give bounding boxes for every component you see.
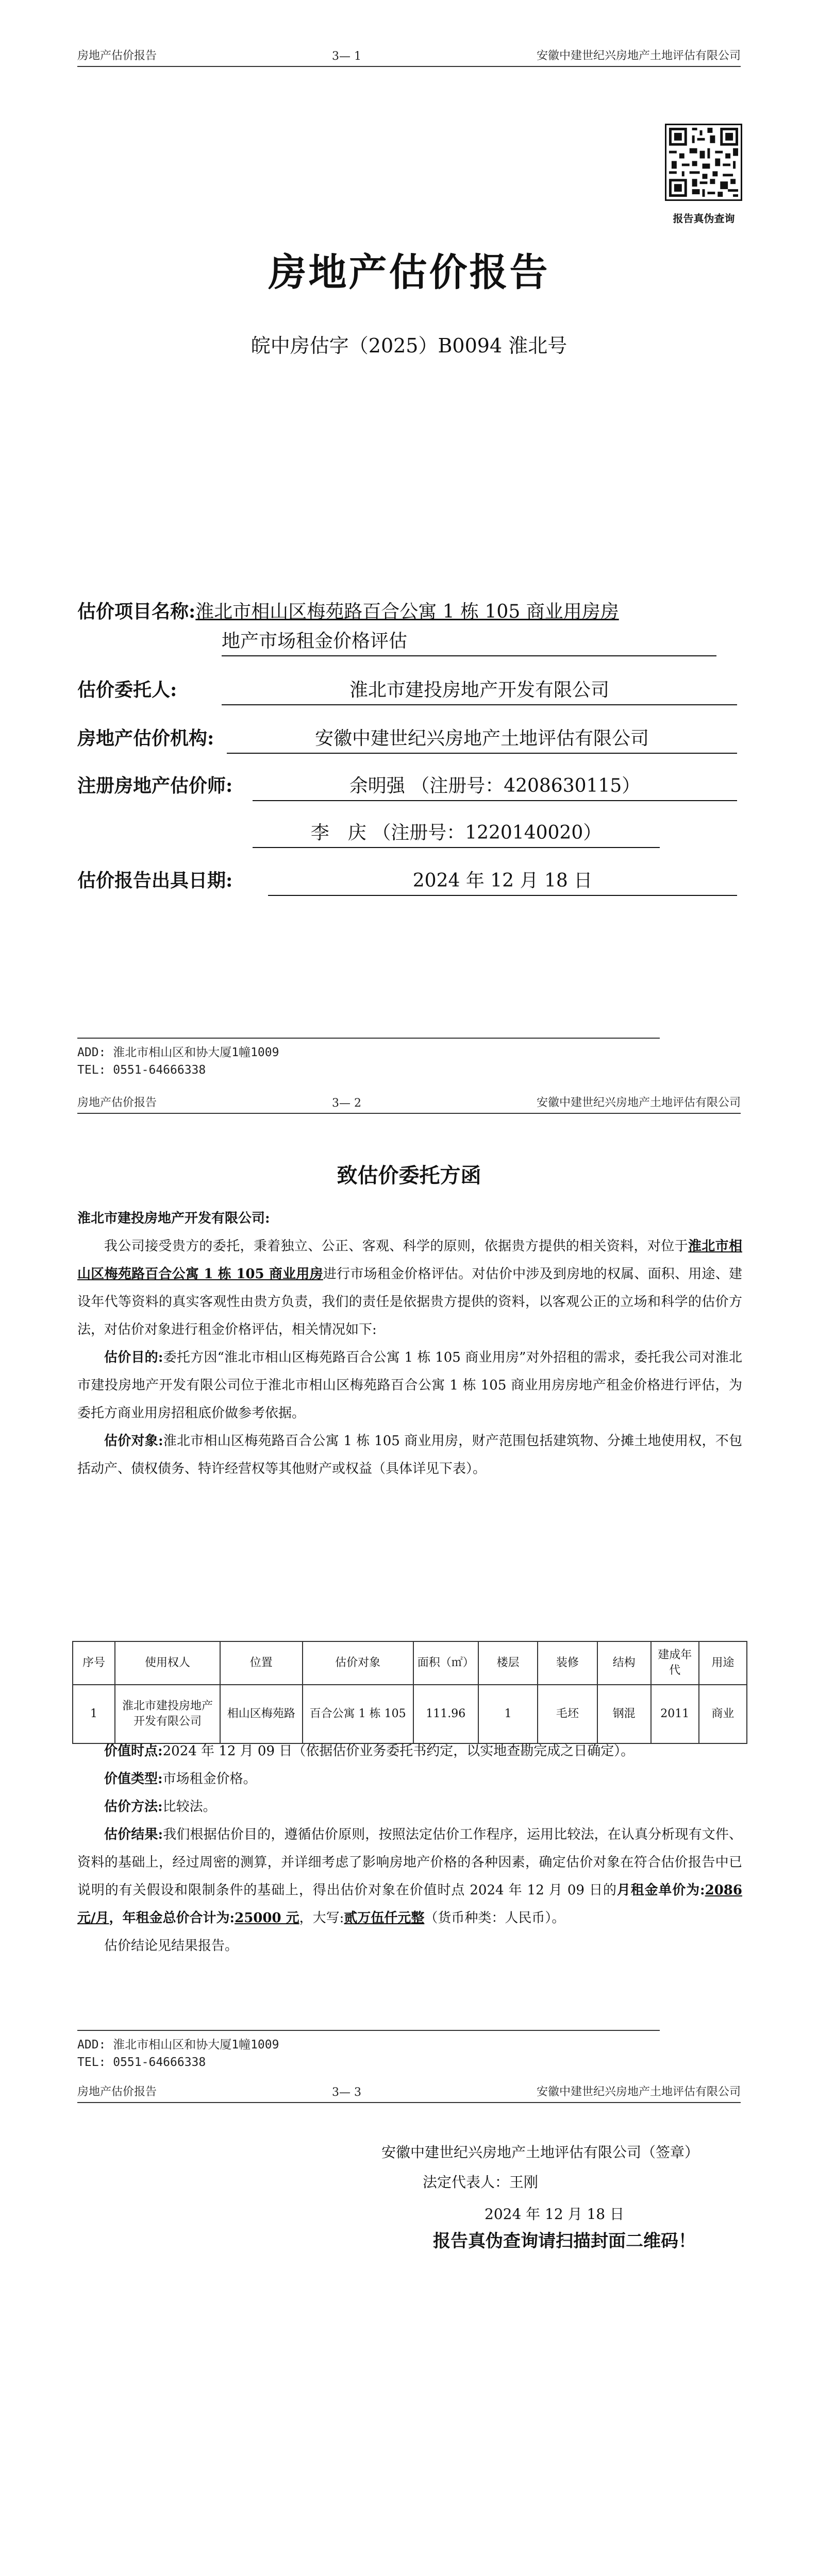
agency-row — [77, 724, 737, 754]
header-page-number: 3— 3 — [332, 2086, 361, 2099]
intro-text-1: 我公司接受贵方的委托，秉着独立、公正、客观、科学的原则，依据贵方提供的相关资料，对位于 — [104, 1239, 688, 1254]
qr-label: 报告真伪查询 — [673, 212, 735, 225]
value-date-text: 2024 年 12 月 09 日（依据估价业务委托书约定，以实地查勘完成之日确定）。 — [162, 1743, 635, 1759]
table-cell: 毛坯 — [538, 1685, 597, 1743]
page-footer — [77, 2036, 279, 2071]
col-header: 使用权人 — [115, 1641, 220, 1685]
table-cell: 相山区梅苑路 — [220, 1685, 303, 1743]
value-type-paragraph — [77, 1765, 742, 1793]
footer-address: ADD: 淮北市相山区和协大厦1幢1009 — [77, 1046, 279, 1059]
result-text-2: ，大写: — [299, 1910, 344, 1926]
intro-paragraph — [77, 1232, 742, 1344]
client-row — [77, 676, 737, 705]
header-left: 房地产估价报告 — [77, 2086, 157, 2098]
company-seal-line: 安徽中建世纪兴房地产土地评估有限公司（签章） — [381, 2144, 699, 2161]
project-value-line2: 地产市场租金价格评估 — [222, 628, 716, 656]
method-paragraph — [77, 1793, 742, 1821]
project-name-row-2 — [222, 628, 716, 656]
appraiser-row-2 — [253, 819, 660, 848]
qr-code-icon[interactable] — [665, 124, 742, 201]
page-header — [77, 1096, 741, 1114]
col-header: 结构 — [597, 1641, 651, 1685]
date-row — [77, 867, 737, 896]
appraiser-label: 注册房地产估价师: — [77, 775, 233, 796]
header-left: 房地产估价报告 — [77, 49, 157, 62]
currency: （货币种类：人民币）。 — [424, 1910, 565, 1926]
purpose-paragraph — [77, 1344, 742, 1427]
footer-tel: TEL: 0551-64666338 — [77, 1063, 206, 1077]
table-cell: 2011 — [651, 1685, 699, 1743]
appraiser-2: 李 庆 （注册号：1220140020） — [253, 819, 660, 848]
agency-label: 房地产估价机构: — [77, 727, 214, 749]
method-text: 比较法。 — [162, 1799, 216, 1815]
letter-title: 致估价委托方函 — [337, 1163, 481, 1188]
col-header: 位置 — [220, 1641, 303, 1685]
footer-address: ADD: 淮北市相山区和协大厦1幢1009 — [77, 2038, 279, 2052]
table-cell: 111.96 — [413, 1685, 478, 1743]
client-value: 淮北市建投房地产开发有限公司 — [222, 676, 737, 705]
report-number: 皖中房估字（2025）B0094 淮北号 — [251, 334, 567, 357]
table-cell: 百合公寓 1 栋 105 — [303, 1685, 413, 1743]
page-letter — [0, 1087, 818, 2076]
header-company: 安徽中建世纪兴房地产土地评估有限公司 — [536, 49, 741, 62]
method-label: 估价方法: — [104, 1799, 163, 1815]
table-cell: 淮北市建投房地产开发有限公司 — [115, 1685, 220, 1743]
value-date-label: 价值时点: — [104, 1743, 163, 1759]
total-label: ，年租金总价合计为: — [109, 1910, 235, 1926]
letter-body-bottom — [77, 1737, 742, 1960]
intro-property: 淮北市相山区梅苑路百合公寓 1 栋 105 商业用房 — [77, 1239, 742, 1282]
purpose-label: 估价目的: — [104, 1350, 163, 1365]
closing-paragraph: 估价结论见结果报告。 — [104, 1938, 239, 1954]
table-cell: 1 — [478, 1685, 538, 1743]
header-company: 安徽中建世纪兴房地产土地评估有限公司 — [536, 1096, 741, 1109]
col-header: 楼层 — [478, 1641, 538, 1685]
page-signature — [0, 2076, 818, 2576]
col-header: 估价对象 — [303, 1641, 413, 1685]
value-date-paragraph — [77, 1737, 742, 1765]
page-header — [77, 49, 741, 67]
header-company: 安徽中建世纪兴房地产土地评估有限公司 — [536, 2086, 741, 2098]
appraiser-row — [77, 772, 737, 801]
col-header: 序号 — [73, 1641, 115, 1685]
table-cell: 商业 — [699, 1685, 747, 1743]
page-header — [77, 2086, 741, 2103]
letter-body-top — [77, 1205, 742, 1483]
project-name-row — [77, 598, 619, 626]
signature-date: 2024 年 12 月 18 日 — [485, 2206, 625, 2223]
result-text-1: 我们根据估价目的，遵循估价原则，按照法定估价工作程序，运用比较法，在认真分析现有文件、资料的基础上，经过周密的测算，并详细考虑了影响房地产价格的各种因素，确定估价对象在符合估价报告中已说明的有关假设和限制条件的基础上，得出估价对象在价值时点 2024 年 12 月 09 日的 — [77, 1827, 742, 1898]
header-page-number: 3— 1 — [332, 50, 361, 63]
legal-representative: 法定代表人：王刚 — [423, 2174, 539, 2191]
value-type-text: 市场租金价格。 — [162, 1771, 257, 1787]
report-date: 2024 年 12 月 18 日 — [268, 867, 737, 896]
project-value-line1: 淮北市相山区梅苑路百合公寓 1 栋 105 商业用房房 — [195, 601, 619, 622]
page-title: 房地产估价报告 — [268, 250, 550, 295]
table-cell: 钢混 — [597, 1685, 651, 1743]
unit-price-label: 月租金单价为: — [616, 1883, 705, 1898]
table-row — [73, 1685, 747, 1743]
total-price: 25000 元 — [235, 1910, 299, 1926]
object-paragraph — [77, 1427, 742, 1483]
intro-text-2: 进行市场租金价格评估。对估价中涉及到房地的权属、面积、用途、建设年代等资料的真实客观性由贵方负责，我们的责任是依据贵方提供的资料，以客观公正的立场和科学的估价方法，对估价对象进行租金价格评估，相关情况如下: — [77, 1266, 742, 1337]
footer-divider — [77, 2030, 660, 2031]
client-label: 估价委托人: — [77, 679, 177, 701]
property-table — [72, 1641, 747, 1744]
col-header: 用途 — [699, 1641, 747, 1685]
date-label: 估价报告出具日期: — [77, 870, 233, 891]
total-upper: 贰万伍仟元整 — [344, 1910, 425, 1926]
addressee: 淮北市建投房地产开发有限公司: — [77, 1211, 270, 1226]
col-header: 建成年代 — [651, 1641, 699, 1685]
col-header: 装修 — [538, 1641, 597, 1685]
object-label: 估价对象: — [104, 1433, 163, 1449]
table-cell: 1 — [73, 1685, 115, 1743]
table-header-row — [73, 1641, 747, 1685]
appraiser-1: 余明强 （注册号：4208630115） — [253, 772, 737, 801]
object-text: 淮北市相山区梅苑路百合公寓 1 栋 105 商业用房，财产范围包括建筑物、分摊土地使用权，不包括动产、债权债务、特许经营权等其他财产或权益（具体详见下表）。 — [77, 1433, 742, 1477]
header-page-number: 3— 2 — [332, 1097, 361, 1110]
project-label: 估价项目名称: — [77, 601, 196, 622]
footer-divider — [77, 1038, 660, 1039]
header-left: 房地产估价报告 — [77, 1096, 157, 1109]
purpose-text: 委托方因“淮北市相山区梅苑路百合公寓 1 栋 105 商业用房”对外招租的需求，委托我公司对淮北市建投房地产开发有限公司位于淮北市相山区梅苑路百合公寓 1 栋 105 商业用房房地产租金价格进行评估，为委托方商业用房招租底价做参考依据。 — [77, 1350, 742, 1421]
page-cover — [0, 0, 818, 1087]
footer-tel: TEL: 0551-64666338 — [77, 2056, 206, 2069]
value-type-label: 价值类型: — [104, 1771, 163, 1787]
verify-notice: 报告真伪查询请扫描封面二维码！ — [433, 2231, 696, 2251]
agency-value: 安徽中建世纪兴房地产土地评估有限公司 — [227, 725, 737, 754]
page-footer — [77, 1044, 279, 1079]
unit-price: 2086 元/月 — [77, 1883, 742, 1926]
result-paragraph — [77, 1821, 742, 1932]
result-label: 估价结果: — [104, 1827, 163, 1842]
col-header: 面积（㎡） — [413, 1641, 478, 1685]
